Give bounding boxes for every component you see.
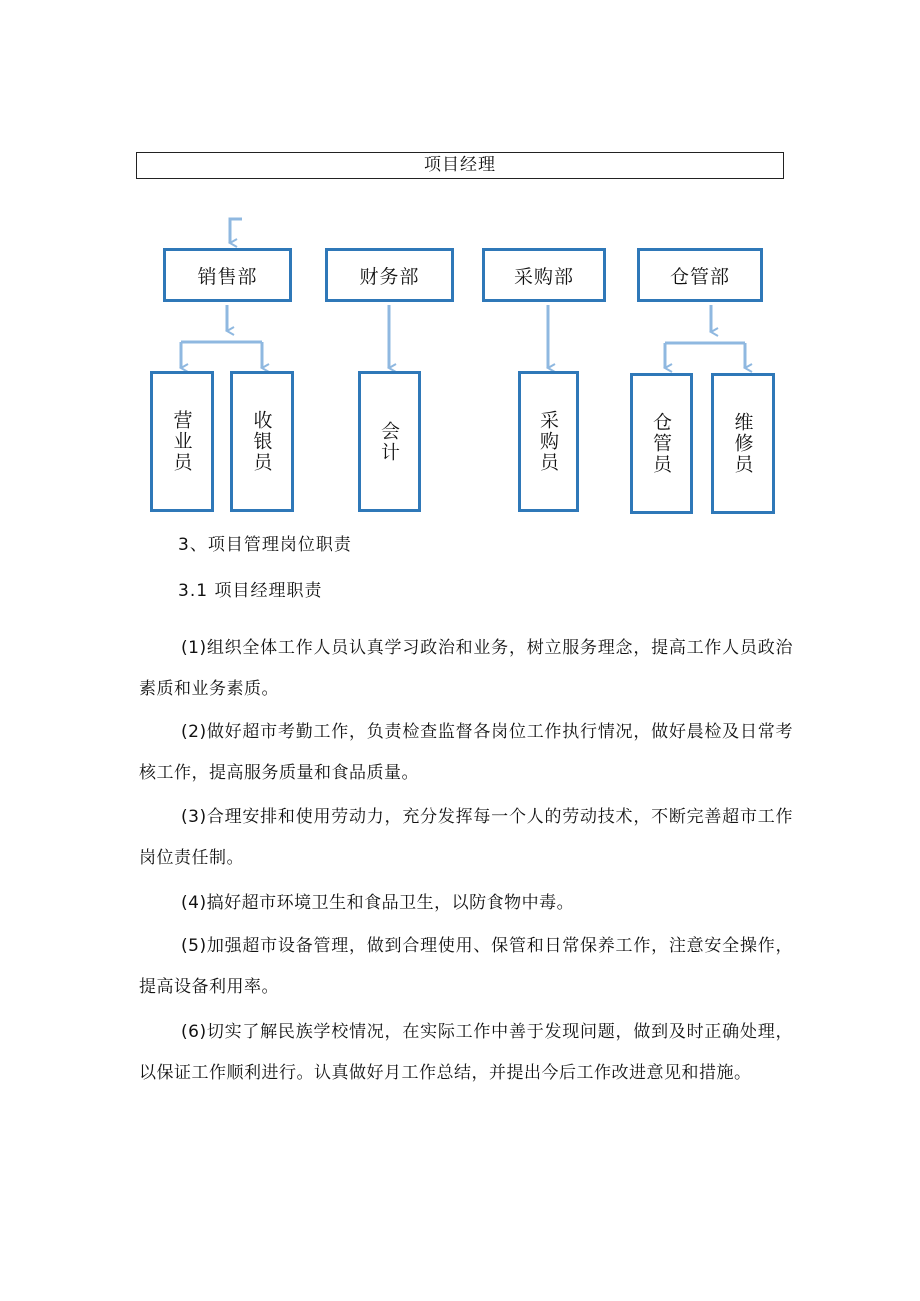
paragraph-4: (4)搞好超市环境卫生和食品卫生，以防食物中毒。 — [181, 893, 575, 913]
paragraph-3: (3)合理安排和使用劳动力，充分发挥每一个人的劳动技术，不断完善超市工作岗位责任制。 — [139, 807, 793, 868]
dept-warehouse: 仓管部 — [637, 248, 763, 302]
subsection-heading: 3.1 项目经理职责 — [178, 581, 323, 601]
role-maintainer: 维修员 — [711, 373, 775, 514]
section-heading: 3、项目管理岗位职责 — [178, 535, 352, 555]
arrow-into-sales — [230, 219, 242, 243]
dept-finance: 财务部 — [325, 248, 454, 302]
dept-sales: 销售部 — [163, 248, 292, 302]
paragraph-6: (6)切实了解民族学校情况，在实际工作中善于发现问题，做到及时正确处理，以保证工作顺利进行。认真做好月工作总结，并提出今后工作改进意见和措施。 — [139, 1022, 793, 1083]
role-purchaser: 采购员 — [518, 371, 579, 512]
top-box-project-manager: 项目经理 — [136, 152, 784, 179]
role-cashier: 收银员 — [230, 371, 294, 512]
role-accountant: 会计 — [358, 371, 421, 512]
paragraph-1: (1)组织全体工作人员认真学习政治和业务，树立服务理念，提高工作人员政治素质和业务素质。 — [139, 638, 793, 699]
dept-purchasing: 采购部 — [482, 248, 606, 302]
role-warehouse-keeper: 仓管员 — [630, 373, 693, 514]
paragraph-5: (5)加强超市设备管理，做到合理使用、保管和日常保养工作，注意安全操作，提高设备利用率。 — [139, 936, 793, 997]
role-salesperson: 营业员 — [150, 371, 214, 512]
paragraph-2: (2)做好超市考勤工作，负责检查监督各岗位工作执行情况，做好晨检及日常考核工作，提高服务质量和食品质量。 — [139, 722, 793, 783]
